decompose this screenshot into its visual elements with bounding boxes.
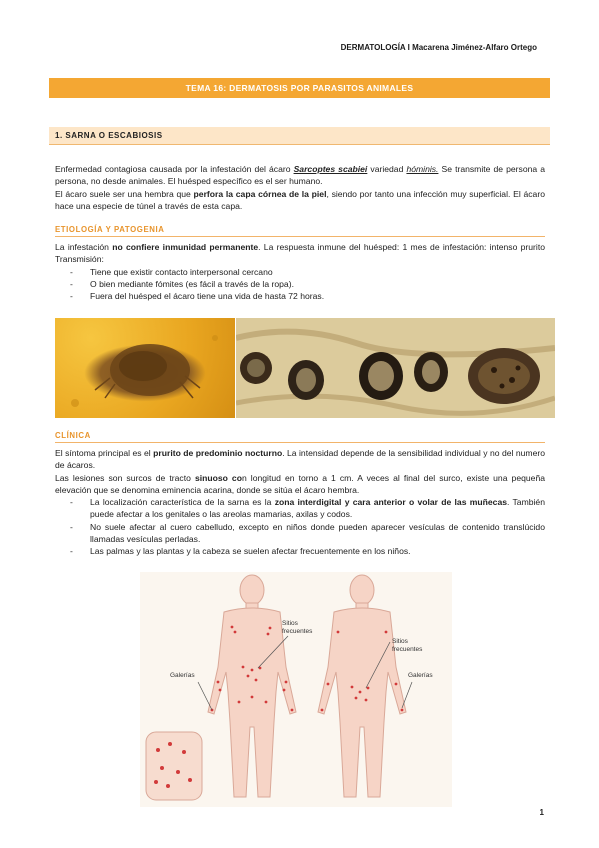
- list-item: - La localización característica de la sarna es la zona interdigital y cara anterior o volar de las muñecas. También puede afectar a los genitales o las areolas mamarias, axilas y codos.: [55, 496, 545, 521]
- label-galerias-front: Galerías: [170, 672, 195, 679]
- list-item: - No suele afectar al cuero cabelludo, excepto en niños donde pueden aparecer vesículas de contenido translúcido llamadas vesículas perladas.: [55, 521, 545, 546]
- list-item: - O bien mediante fómites (es fácil a través de la ropa).: [55, 278, 545, 290]
- clinica-heading: CLÍNICA: [55, 431, 545, 443]
- page-number: 1: [539, 808, 544, 817]
- running-header: DERMATOLOGÍA I Macarena Jiménez-Alfaro Ortego: [340, 43, 537, 52]
- clinica-paragraph: El síntoma principal es el prurito de predominio nocturno. La intensidad depende de la sensibilidad individual y no del numero de ácaros. Las lesiones son surcos de tracto sinuoso con longitud en torno a 1 cm. A veces al final del surco, existe una pequeña elevación que se denomina eminencia acarina, donde se sitúa el ácaro hembra. - La localización característica de la sarna es la zona interdigital y cara anterior o volar de las muñecas. También puede afectar a los genitales o las areolas mamarias, axilas y codos. - No suele afectar al cuero cabelludo, excepto en niños donde pueden aparecer vesículas de contenido translúcido llamadas vesículas perladas. - Las palmas y las plantas y la cabeza se suelen afectar frecuentemente en los niños.: [55, 447, 545, 558]
- chapter-title: TEMA 16: DERMATOSIS POR PARASITOS ANIMALES: [49, 78, 550, 98]
- list-item: - Tiene que existir contacto interpersonal cercano: [55, 266, 545, 278]
- list-item: - Fuera del huésped el ácaro tiene una vida de hasta 72 horas.: [55, 290, 545, 302]
- list-item: - Las palmas y las plantas y la cabeza se suelen afectar frecuentemente en los niños.: [55, 545, 545, 557]
- species-name: Sarcoptes scabiei: [293, 164, 368, 174]
- body-diagram: [140, 572, 452, 807]
- skin-biopsy-image: [236, 318, 555, 418]
- label-sitios-front: Sitios frecuentes: [282, 620, 313, 635]
- etiologia-paragraph: La infestación no confiere inmunidad permanente. La respuesta inmune del huésped: 1 mes de infestación: intenso prurito Transmisión: - Tiene que existir contacto interpersonal cercano - O bien mediante fómites (es fácil a través de la ropa). - Fuera del huésped el ácaro tiene una vida de hasta 72 horas.: [55, 241, 545, 302]
- section-heading: 1. SARNA O ESCABIOSIS: [49, 127, 550, 145]
- intro-paragraph: Enfermedad contagiosa causada por la infestación del ácaro Sarcoptes scabiei variedad hóminis. Se transmite de persona a persona, no desde animales. El huésped específico es el ser humano. El ácaro suele ser una hembra que perfora la capa córnea de la piel, siendo por tanto una infección muy superficial. El ácaro hace una especie de túnel a través de esta capa.: [55, 164, 546, 211]
- body-distribution-figure: [140, 572, 452, 807]
- label-sitios-back: Sitios frecuentes: [392, 638, 423, 653]
- mite-microscopy-image: [55, 318, 235, 418]
- label-galerias-back: Galerías: [408, 672, 433, 679]
- clinica-list: [55, 496, 545, 557]
- transmission-list: [55, 266, 545, 303]
- etiologia-heading: ETIOLOGÍA Y PATOGENIA: [55, 225, 545, 237]
